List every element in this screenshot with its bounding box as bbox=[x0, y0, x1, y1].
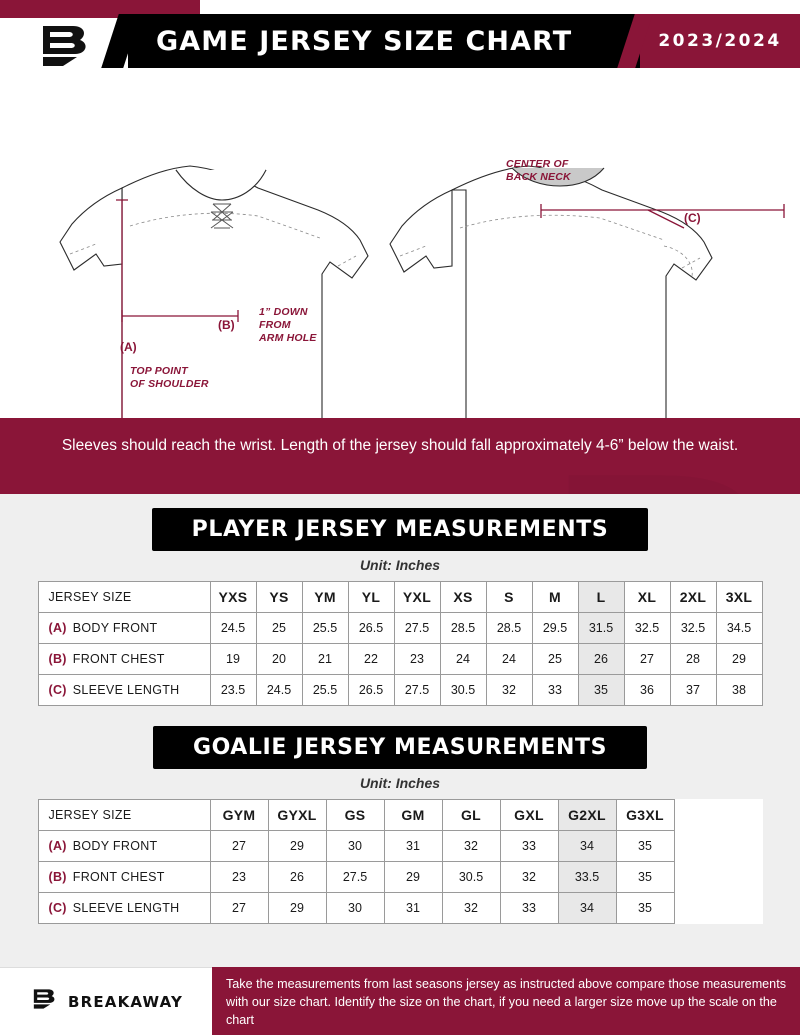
cell: 32.5 bbox=[624, 613, 670, 644]
goalie-size-g2xl: G2XL bbox=[558, 800, 616, 831]
jersey-illustrations bbox=[0, 78, 800, 418]
table-row bbox=[38, 862, 762, 893]
player-jersey-section bbox=[0, 494, 800, 706]
goalie-size-gxl: GXL bbox=[500, 800, 558, 831]
goalie-row-b-text: FRONT CHEST bbox=[72, 870, 165, 884]
table-row bbox=[38, 613, 762, 644]
cell: 25 bbox=[532, 644, 578, 675]
table-row bbox=[38, 675, 762, 706]
cell: 28 bbox=[670, 644, 716, 675]
marker-a-front: (A) bbox=[120, 340, 137, 354]
cell: 29 bbox=[384, 862, 442, 893]
goalie-row-a-label bbox=[38, 831, 210, 862]
cell: 35 bbox=[616, 831, 674, 862]
goalie-size-gm: GM bbox=[384, 800, 442, 831]
cell: 30.5 bbox=[442, 862, 500, 893]
player-row-a-label bbox=[38, 613, 210, 644]
cell: 33 bbox=[532, 675, 578, 706]
cell: 27 bbox=[624, 644, 670, 675]
player-row-c-tag: (C) bbox=[48, 683, 67, 697]
cell: 30 bbox=[326, 893, 384, 924]
table-row-header bbox=[38, 582, 762, 613]
cell: 26.5 bbox=[348, 613, 394, 644]
goalie-row-a-tag: (A) bbox=[48, 839, 67, 853]
cell: 32 bbox=[442, 831, 500, 862]
goalie-jersey-section bbox=[0, 706, 800, 924]
player-row-b-label bbox=[38, 644, 210, 675]
cell: 22 bbox=[348, 644, 394, 675]
cell: 27 bbox=[210, 893, 268, 924]
cell: 27.5 bbox=[326, 862, 384, 893]
player-row-a-tag: (A) bbox=[48, 621, 67, 635]
cell: 26 bbox=[578, 644, 624, 675]
cell: 31 bbox=[384, 893, 442, 924]
cell: 23.5 bbox=[210, 675, 256, 706]
table-row bbox=[38, 831, 762, 862]
cell: 27.5 bbox=[394, 613, 440, 644]
cell: 34 bbox=[558, 893, 616, 924]
spacer-cell bbox=[674, 800, 762, 831]
cell: 29.5 bbox=[532, 613, 578, 644]
player-size-ym: YM bbox=[302, 582, 348, 613]
player-size-yxl: YXL bbox=[394, 582, 440, 613]
cell: 27.5 bbox=[394, 675, 440, 706]
goalie-row-a-text: BODY FRONT bbox=[72, 839, 158, 853]
cell: 25.5 bbox=[302, 613, 348, 644]
player-size-3xl: 3XL bbox=[716, 582, 762, 613]
cell: 35 bbox=[616, 893, 674, 924]
table-row bbox=[38, 893, 762, 924]
cell: 23 bbox=[210, 862, 268, 893]
cell: 24 bbox=[486, 644, 532, 675]
cell: 30.5 bbox=[440, 675, 486, 706]
player-row-c-label bbox=[38, 675, 210, 706]
cell: 29 bbox=[268, 831, 326, 862]
title-plate bbox=[128, 14, 640, 68]
goalie-size-gyxl: GYXL bbox=[268, 800, 326, 831]
player-size-xl: XL bbox=[624, 582, 670, 613]
goalie-measurements-table bbox=[38, 799, 763, 924]
cell: 32 bbox=[442, 893, 500, 924]
cell: 23 bbox=[394, 644, 440, 675]
cell: 34 bbox=[558, 831, 616, 862]
goalie-row-b-tag: (B) bbox=[48, 870, 67, 884]
player-row-b-text: FRONT CHEST bbox=[72, 652, 165, 666]
spacer-cell bbox=[674, 862, 762, 893]
player-size-l: L bbox=[578, 582, 624, 613]
player-section-banner: PLAYER JERSEY MEASUREMENTS bbox=[152, 508, 649, 551]
breakaway-b-logo-icon bbox=[33, 23, 95, 69]
cell: 27 bbox=[210, 831, 268, 862]
cell: 24.5 bbox=[256, 675, 302, 706]
season-label: 2023/2024 bbox=[658, 31, 782, 51]
cell: 24.5 bbox=[210, 613, 256, 644]
spacer-cell bbox=[674, 893, 762, 924]
cell: 20 bbox=[256, 644, 302, 675]
player-size-ys: YS bbox=[256, 582, 302, 613]
cell: 36 bbox=[624, 675, 670, 706]
table-row-header bbox=[38, 800, 762, 831]
cell: 26.5 bbox=[348, 675, 394, 706]
cell: 28.5 bbox=[440, 613, 486, 644]
cell: 38 bbox=[716, 675, 762, 706]
player-row-a-text: BODY FRONT bbox=[72, 621, 158, 635]
cell: 33 bbox=[500, 831, 558, 862]
label-one-inch-down-from-arm-hole: 1” DOWN FROM ARM HOLE bbox=[259, 306, 317, 345]
page-header bbox=[0, 0, 800, 78]
goalie-size-g3xl: G3XL bbox=[616, 800, 674, 831]
marker-c-back: (C) bbox=[684, 211, 701, 225]
cell: 35 bbox=[616, 862, 674, 893]
page-footer bbox=[0, 967, 800, 1035]
player-row-c-text: SLEEVE LENGTH bbox=[72, 683, 180, 697]
player-size-xs: XS bbox=[440, 582, 486, 613]
goalie-section-banner: GOALIE JERSEY MEASUREMENTS bbox=[153, 726, 647, 769]
cell: 33 bbox=[500, 893, 558, 924]
goalie-unit-label: Unit: Inches bbox=[359, 775, 441, 791]
player-size-label: JERSEY SIZE bbox=[38, 582, 210, 613]
player-size-yxs: YXS bbox=[210, 582, 256, 613]
cell: 29 bbox=[716, 644, 762, 675]
cell: 35 bbox=[578, 675, 624, 706]
cell: 34.5 bbox=[716, 613, 762, 644]
player-size-m: M bbox=[532, 582, 578, 613]
cell: 31 bbox=[384, 831, 442, 862]
cell: 25 bbox=[256, 613, 302, 644]
cell: 21 bbox=[302, 644, 348, 675]
note-bar: Sleeves should reach the wrist. Length of the jersey should fall approximately 4-6” below the waist. bbox=[0, 418, 800, 494]
page-title: GAME JERSEY SIZE CHART bbox=[156, 25, 573, 57]
table-row bbox=[38, 644, 762, 675]
player-row-b-tag: (B) bbox=[48, 652, 67, 666]
cell: 25.5 bbox=[302, 675, 348, 706]
player-size-yl: YL bbox=[348, 582, 394, 613]
cell: 32 bbox=[486, 675, 532, 706]
cell: 24 bbox=[440, 644, 486, 675]
goalie-row-c-text: SLEEVE LENGTH bbox=[72, 901, 180, 915]
player-size-2xl: 2XL bbox=[670, 582, 716, 613]
cell: 30 bbox=[326, 831, 384, 862]
cell: 31.5 bbox=[578, 613, 624, 644]
cell: 28.5 bbox=[486, 613, 532, 644]
label-center-of-back-neck: CENTER OF BACK NECK bbox=[506, 158, 571, 184]
player-measurements-table bbox=[38, 581, 763, 706]
label-top-point-of-shoulder: TOP POINT OF SHOULDER bbox=[130, 365, 209, 391]
goalie-row-c-tag: (C) bbox=[48, 901, 67, 915]
cell: 37 bbox=[670, 675, 716, 706]
goalie-row-b-label bbox=[38, 862, 210, 893]
player-size-s: S bbox=[486, 582, 532, 613]
jersey-diagram bbox=[0, 78, 800, 418]
cell: 32 bbox=[500, 862, 558, 893]
marker-b-front: (B) bbox=[218, 318, 235, 332]
season-plate bbox=[640, 14, 800, 68]
footer-brand-name: BREAKAWAY bbox=[67, 992, 184, 1011]
cell: 19 bbox=[210, 644, 256, 675]
cell: 29 bbox=[268, 893, 326, 924]
goalie-size-label: JERSEY SIZE bbox=[38, 800, 210, 831]
footer-brand bbox=[0, 967, 212, 1035]
cell: 33.5 bbox=[558, 862, 616, 893]
goalie-size-gym: GYM bbox=[210, 800, 268, 831]
cell: 26 bbox=[268, 862, 326, 893]
footer-instructions: Take the measurements from last seasons jersey as instructed above compare those measurements with our size chart. Identify the size on the chart, if you need a larger size move up the scale on the chart bbox=[212, 967, 800, 1035]
player-unit-label: Unit: Inches bbox=[359, 557, 441, 573]
goalie-size-gs: GS bbox=[326, 800, 384, 831]
goalie-row-c-label bbox=[38, 893, 210, 924]
goalie-size-gl: GL bbox=[442, 800, 500, 831]
spacer-cell bbox=[674, 831, 762, 862]
cell: 32.5 bbox=[670, 613, 716, 644]
breakaway-b-logo-icon bbox=[29, 984, 59, 1019]
